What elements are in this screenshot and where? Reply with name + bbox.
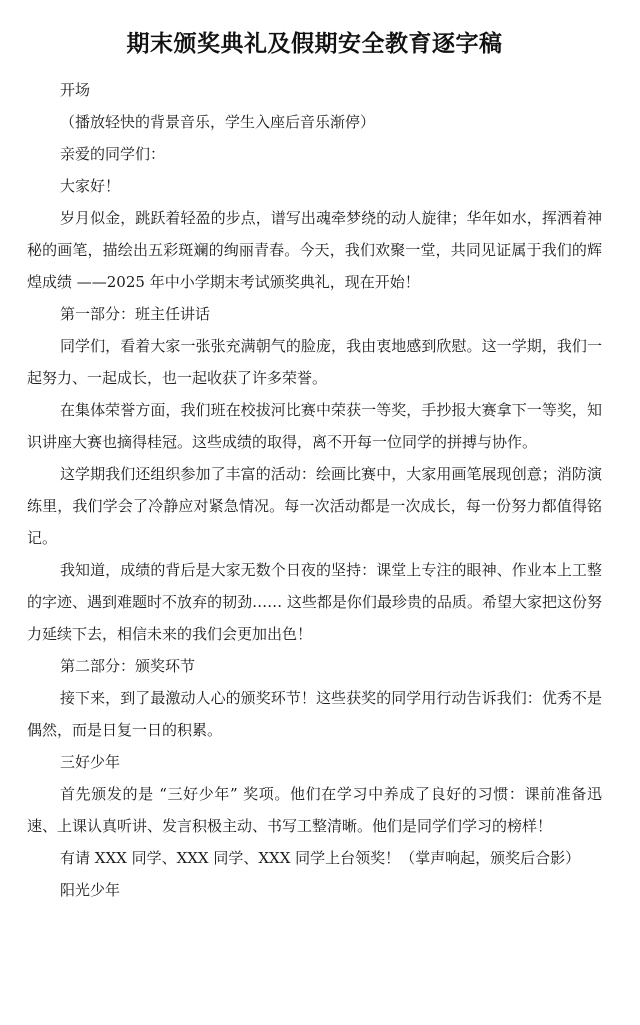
section-heading-opening: 开场 [60, 81, 91, 99]
opening-paragraph: 岁月似金，跳跃着轻盈的步点，谱写出魂牵梦绕的动人旋律；华年如水，挥洒着神秘的画笔，描绘出五彩斑斓的绚丽青春。今天，我们欢聚一堂，共同见证属于我们的辉煌成绩 ——2025 年中小学期末考试颁奖典礼，现在开始！ [27, 209, 602, 291]
awards-intro: 接下来，到了最激动人心的颁奖环节！这些获奖的同学用行动告诉我们：优秀不是偶然，而是日复一日的积累。 [27, 689, 602, 739]
section-heading-part-one: 第一部分：班主任讲话 [60, 305, 211, 323]
teacher-speech-honors: 在集体荣誉方面，我们班在校拔河比赛中荣获一等奖，手抄报大赛拿下一等奖，知识讲座大赛也摘得桂冠。这些成绩的取得，离不开每一位同学的拼搏与协作。 [27, 401, 602, 451]
award-description-three-good: 首先颁发的是 “三好少年” 奖项。他们在学习中养成了良好的习惯：课前准备迅速、上课认真听讲、发言积极主动、书写工整清晰。他们是同学们学习的榜样！ [27, 785, 602, 835]
document-body [27, 74, 602, 906]
greeting: 大家好！ [60, 177, 121, 195]
teacher-speech-closing: 我知道，成绩的背后是大家无数个日夜的坚持：课堂上专注的眼神、作业本上工整的字迹、遇到难题时不放弃的韧劲…… 这些都是你们最珍贵的品质。希望大家把这份努力延续下去，相信未来的我们会更加出色！ [27, 561, 602, 643]
salutation: 亲爱的同学们： [60, 145, 166, 163]
stage-direction-music: （播放轻快的背景音乐，学生入座后音乐渐停） [60, 113, 376, 131]
teacher-speech-activities: 这学期我们还组织参加了丰富的活动：绘画比赛中，大家用画笔展现创意；消防演练里，我们学会了冷静应对紧急情况。每一次活动都是一次成长，每一份努力都值得铭记。 [27, 465, 602, 547]
award-heading-three-good: 三好少年 [60, 753, 121, 771]
award-invitation: 有请 XXX 同学、XXX 同学、XXX 同学上台领奖！（掌声响起，颁奖后合影） [60, 849, 581, 867]
section-heading-part-two: 第二部分：颁奖环节 [60, 657, 196, 675]
award-heading-sunshine: 阳光少年 [60, 881, 121, 899]
document-title: 期末颁奖典礼及假期安全教育逐字稿 [126, 31, 503, 57]
teacher-speech-intro: 同学们，看着大家一张张充满朝气的脸庞，我由衷地感到欣慰。这一学期，我们一起努力、一起成长，也一起收获了许多荣誉。 [27, 337, 602, 387]
